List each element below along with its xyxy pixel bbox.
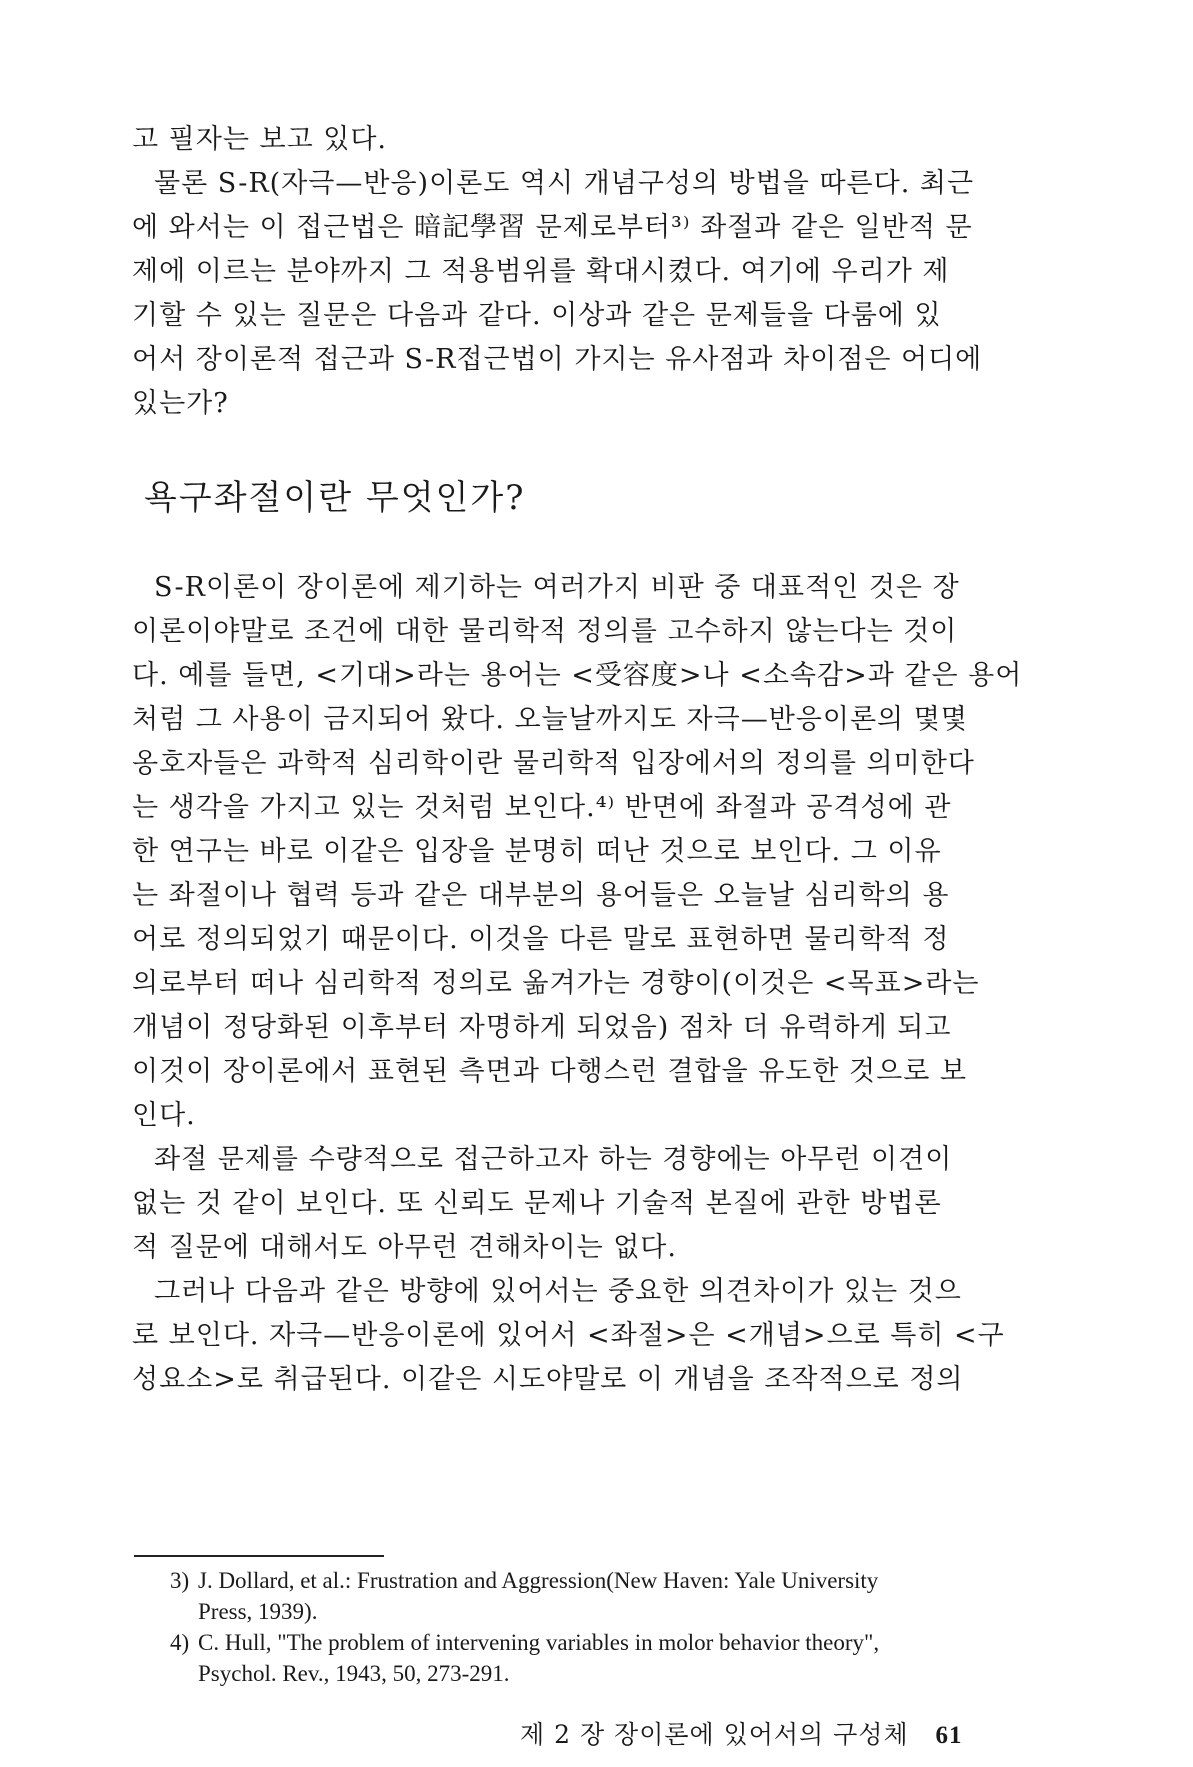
footnote-4	[170, 1627, 1030, 1658]
text-line: 좌절 문제를 수량적으로 접근하고자 하는 경향에는 아무런 이견이	[154, 1144, 953, 1175]
text-line: 적 질문에 대해서도 아무런 견해차이는 없다.	[132, 1232, 677, 1263]
text-line: 옹호자들은 과학적 심리학이란 물리학적 입장에서의 정의를 의미한다	[132, 748, 975, 779]
paragraph-2	[132, 1138, 1032, 1270]
paragraph-intro	[132, 118, 1032, 426]
text-line: 의로부터 떠나 심리학적 정의로 옮겨가는 경향이(이것은 <목표>라는	[132, 968, 980, 999]
text-line: 이론이야말로 조건에 대한 물리학적 정의를 고수하지 않는다는 것이	[132, 616, 958, 647]
text-line: 인다.	[132, 1100, 196, 1131]
footnote-text-cont: Press, 1939).	[198, 1599, 318, 1624]
footnote-number: 3)	[170, 1568, 190, 1593]
text-line: 물론 S-R(자극—반응)이론도 역시 개념구성의 방법을 따른다. 최근	[154, 168, 975, 199]
text-line: 없는 것 같이 보인다. 또 신뢰도 문제나 기술적 본질에 관한 방법론	[132, 1188, 942, 1219]
paragraph-1	[132, 566, 1032, 1138]
footnote-divider	[134, 1555, 384, 1557]
footnote-text-cont: Psychol. Rev., 1943, 50, 273-291.	[198, 1661, 510, 1686]
footnote-text: C. Hull, "The problem of intervening variables in molor behavior theory",	[198, 1630, 880, 1655]
paragraph-3	[132, 1270, 1032, 1402]
footnote-3	[170, 1565, 1030, 1596]
text-line: 는 좌절이나 협력 등과 같은 대부분의 용어들은 오늘날 심리학의 용	[132, 880, 950, 911]
running-footer	[520, 1715, 963, 1751]
footnotes	[170, 1565, 1030, 1689]
footnote-number: 4)	[170, 1630, 190, 1655]
text-line: 성요소>로 취급된다. 이같은 시도야말로 이 개념을 조작적으로 정의	[132, 1364, 964, 1395]
text-line: 기할 수 있는 질문은 다음과 같다. 이상과 같은 문제들을 다룸에 있	[132, 300, 942, 331]
text-line: 개념이 정당화된 이후부터 자명하게 되었음) 점차 더 유력하게 되고	[132, 1012, 952, 1043]
text-line: 어서 장이론적 접근과 S-R접근법이 가지는 유사점과 차이점은 어디에	[132, 344, 983, 375]
text-line: 고 필자는 보고 있다.	[132, 124, 387, 155]
text-line: 다. 예를 들면, <기대>라는 용어는 <受容度>나 <소속감>과 같은 용어	[132, 660, 1023, 691]
section-heading: 욕구좌절이란 무엇인가?	[144, 478, 526, 518]
footnote-text: J. Dollard, et al.: Frustration and Aggression(New Haven: Yale University	[198, 1568, 879, 1593]
chapter-title: 제 2 장 장이론에 있어서의 구성체	[520, 1720, 909, 1749]
text-line: 어로 정의되었기 때문이다. 이것을 다른 말로 표현하면 물리학적 정	[132, 924, 950, 955]
text-line: 있는가?	[132, 388, 229, 419]
text-line: 에 와서는 이 접근법은 暗記學習 문제로부터³⁾ 좌절과 같은 일반적 문	[132, 212, 973, 243]
text-line: 제에 이르는 분야까지 그 적용범위를 확대시켰다. 여기에 우리가 제	[132, 256, 950, 287]
text-line: 는 생각을 가지고 있는 것처럼 보인다.⁴⁾ 반면에 좌절과 공격성에 관	[132, 792, 952, 823]
text-line: 한 연구는 바로 이같은 입장을 분명히 떠난 것으로 보인다. 그 이유	[132, 836, 942, 867]
page-body	[132, 118, 1032, 1402]
text-line: 로 보인다. 자극—반응이론에 있어서 <좌절>은 <개념>으로 특히 <구	[132, 1320, 1005, 1351]
text-line: 그러나 다음과 같은 방향에 있어서는 중요한 의견차이가 있는 것으	[154, 1276, 962, 1307]
text-line: 처럼 그 사용이 금지되어 왔다. 오늘날까지도 자극—반응이론의 몇몇	[132, 704, 968, 735]
text-line: S-R이론이 장이론에 제기하는 여러가지 비판 중 대표적인 것은 장	[154, 572, 960, 603]
page-number: 61	[935, 1722, 963, 1749]
text-line: 이것이 장이론에서 표현된 측면과 다행스런 결합을 유도한 것으로 보	[132, 1056, 967, 1087]
